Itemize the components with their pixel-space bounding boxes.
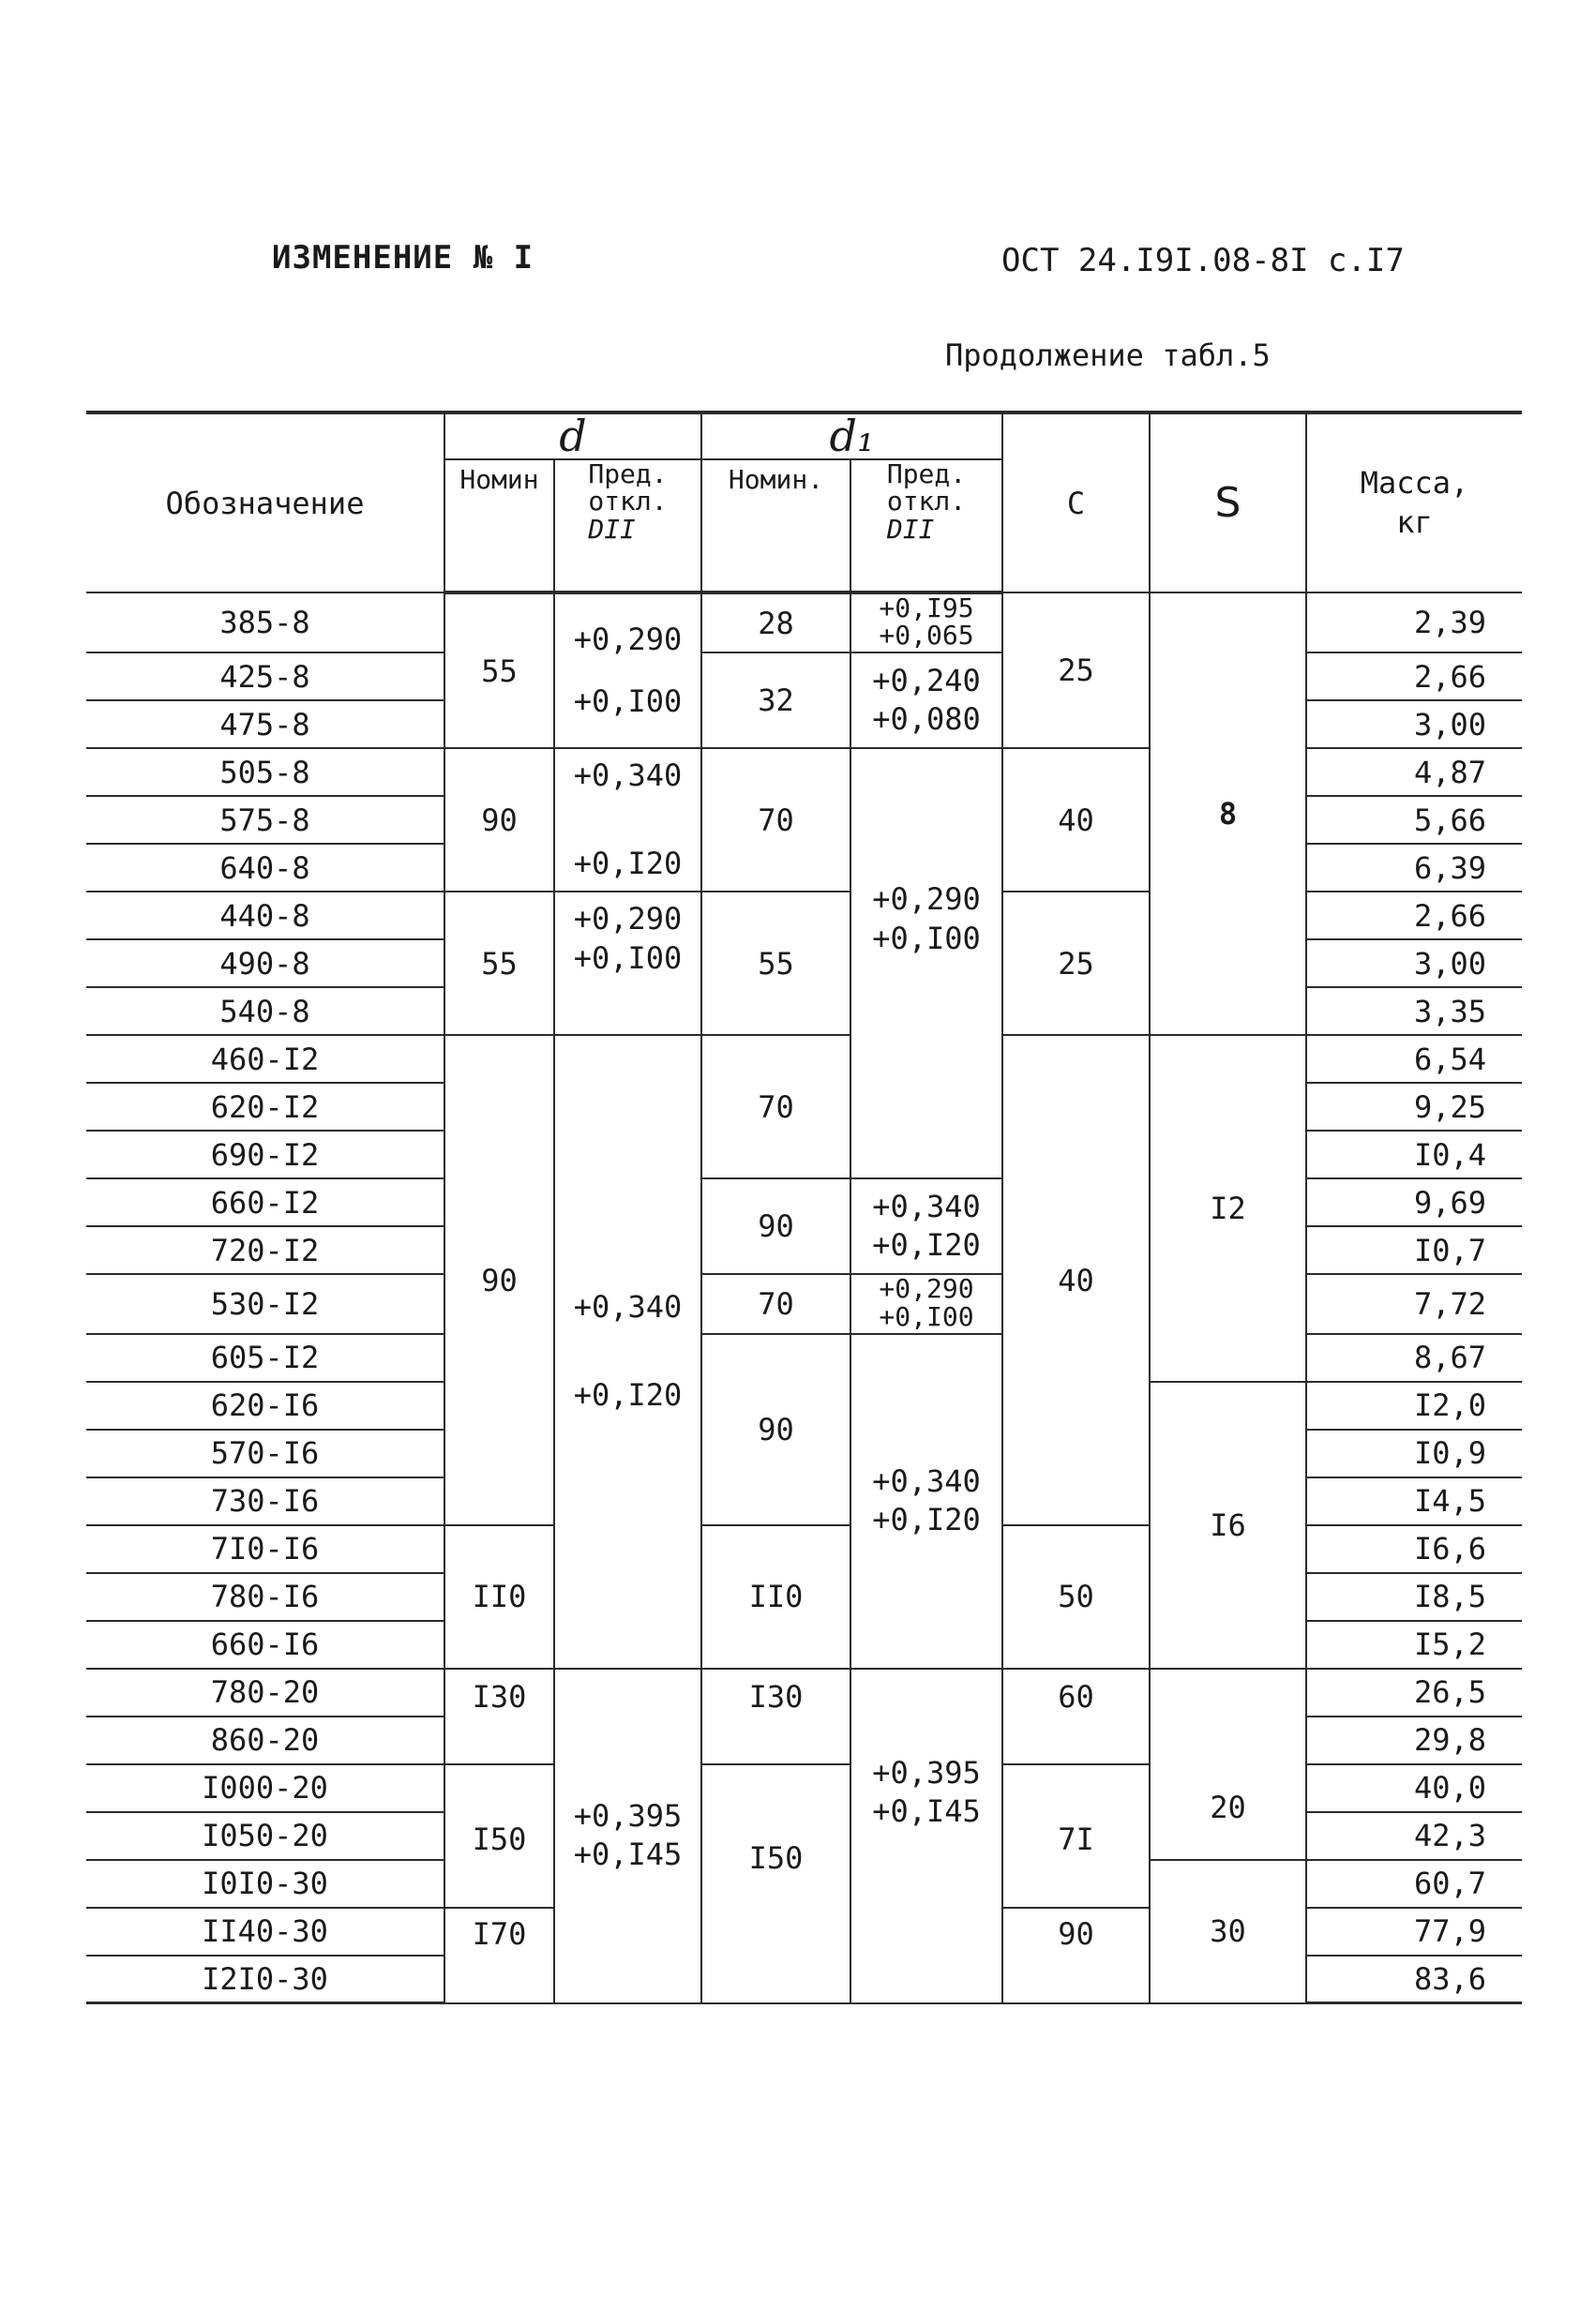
d-nominal-cell: 90 [444,1035,554,1524]
col-header-d1-deviation: Пред. откл. DII [850,459,1002,592]
designation-cell: 505-8 [86,748,444,796]
d1-nominal-cell: I50 [701,1764,850,2003]
d-nominal-cell: I50 [444,1764,554,1908]
mass-cell: 3,00 [1306,939,1522,987]
col-header-d1-nominal: Номин. [701,459,850,592]
s-cell: I2 [1150,1035,1306,1381]
c-cell: 90 [1002,1908,1150,2003]
mass-cell: 60,7 [1306,1860,1522,1908]
d1-deviation-cell: +0,I95 +0,065 [850,592,1002,652]
designation-cell: 7I0-I6 [86,1525,444,1573]
designation-cell: 660-I6 [86,1621,444,1669]
col-header-mass: Масса, кг [1306,412,1522,592]
designation-cell: 440-8 [86,892,444,939]
col-header-d-deviation: Пред. откл. DII [554,459,701,592]
d-nominal-cell: 55 [444,592,554,748]
table-continuation-title: Продолжение табл.5 [945,337,1271,373]
designation-cell: II40-30 [86,1908,444,1956]
d1-deviation-cell: +0,290 +0,I00 [850,1274,1002,1333]
d1-nominal-cell: 70 [701,748,850,892]
mass-cell: 9,69 [1306,1178,1522,1226]
d1-deviation-cell: +0,340 +0,I20 [850,1178,1002,1274]
mass-cell: 6,39 [1306,844,1522,892]
d-deviation-cell: +0,340 +0,I20 [554,748,701,892]
c-cell: 25 [1002,892,1150,1035]
d1-deviation-cell: +0,290 +0,I00 [850,748,1002,1178]
mass-cell: 7,72 [1306,1274,1522,1333]
c-cell: 50 [1002,1525,1150,1669]
designation-cell: 575-8 [86,796,444,844]
table-row [86,1035,1522,1083]
s-cell: 8 [1150,592,1306,1035]
s-cell: I6 [1150,1382,1306,1669]
col-header-c: С [1002,412,1150,592]
mass-cell: 8,67 [1306,1334,1522,1382]
c-cell: 7I [1002,1764,1150,1908]
designation-cell: 690-I2 [86,1131,444,1178]
table-row [86,1764,1522,1812]
mass-cell: I0,7 [1306,1226,1522,1274]
designation-cell: 640-8 [86,844,444,892]
specification-table [86,411,1522,2004]
designation-cell: 620-I2 [86,1083,444,1131]
c-cell: 40 [1002,748,1150,892]
mass-cell: I6,6 [1306,1525,1522,1573]
document-code: ОСТ 24.I9I.08-8I с.I7 [1001,242,1405,279]
d-deviation-cell: +0,290 +0,I00 [554,892,701,1035]
mass-cell: I8,5 [1306,1573,1522,1621]
d1-nominal-cell: 90 [701,1178,850,1274]
d1-deviation-cell: +0,240 +0,080 [850,652,1002,748]
designation-cell: I2I0-30 [86,1956,444,2003]
d-nominal-cell: 90 [444,748,554,892]
d-nominal-cell: I70 [444,1908,554,2003]
designation-cell: I050-20 [86,1812,444,1860]
mass-cell: 5,66 [1306,796,1522,844]
col-header-d: d [444,412,701,459]
d-deviation-cell: +0,340 +0,I20 [554,1035,701,1668]
mass-cell: I0,9 [1306,1430,1522,1477]
mass-cell: 29,8 [1306,1717,1522,1764]
designation-cell: 720-I2 [86,1226,444,1274]
col-header-d-nominal: Номин [444,459,554,592]
table-row [86,1178,1522,1226]
table-row [86,748,1522,796]
mass-cell: 2,66 [1306,892,1522,939]
d1-nominal-cell: 90 [701,1334,850,1525]
change-notice-title: ИЗМЕНЕНИЕ № I [272,239,534,277]
mass-cell: I5,2 [1306,1621,1522,1669]
s-cell: 20 [1150,1669,1306,1860]
d1-nominal-cell: 70 [701,1035,850,1178]
mass-cell: I2,0 [1306,1382,1522,1430]
table-row [86,1525,1522,1573]
designation-cell: 475-8 [86,700,444,748]
d1-nominal-cell: I30 [701,1669,850,1764]
d1-nominal-cell: 55 [701,892,850,1035]
designation-cell: 620-I6 [86,1382,444,1430]
designation-cell: 660-I2 [86,1178,444,1226]
designation-cell: 780-I6 [86,1573,444,1621]
designation-cell: 605-I2 [86,1334,444,1382]
table-row [86,652,1522,700]
designation-cell: 780-20 [86,1669,444,1717]
mass-cell: 3,35 [1306,987,1522,1035]
d1-deviation-cell: +0,395 +0,I45 [850,1669,1002,2003]
d-deviation-cell: +0,290 +0,I00 [554,592,701,748]
d1-nominal-cell: II0 [701,1525,850,1669]
d1-nominal-cell: 32 [701,652,850,748]
c-cell: 25 [1002,592,1150,748]
table-row [86,1274,1522,1333]
d-deviation-cell: +0,395 +0,I45 [554,1669,701,2003]
c-cell: 40 [1002,1035,1150,1524]
designation-cell: 730-I6 [86,1477,444,1525]
mass-cell: 40,0 [1306,1764,1522,1812]
d1-nominal-cell: 28 [701,592,850,652]
mass-cell: 42,3 [1306,1812,1522,1860]
mass-cell: 2,39 [1306,592,1522,652]
designation-cell: I000-20 [86,1764,444,1812]
designation-cell: 570-I6 [86,1430,444,1477]
designation-cell: 385-8 [86,592,444,652]
c-cell: 60 [1002,1669,1150,1764]
d-nominal-cell: 55 [444,892,554,1035]
table-row [86,592,1522,652]
designation-cell: 425-8 [86,652,444,700]
d-nominal-cell: I30 [444,1669,554,1764]
mass-cell: 83,6 [1306,1956,1522,2003]
table-row [86,892,1522,939]
s-cell: 30 [1150,1860,1306,2003]
d1-nominal-cell: 70 [701,1274,850,1333]
col-header-designation: Обозначение [86,412,444,592]
mass-cell: 9,25 [1306,1083,1522,1131]
mass-cell: 26,5 [1306,1669,1522,1717]
mass-cell: I0,4 [1306,1131,1522,1178]
designation-cell: 530-I2 [86,1274,444,1333]
mass-cell: 3,00 [1306,700,1522,748]
designation-cell: 860-20 [86,1717,444,1764]
d-nominal-cell: II0 [444,1525,554,1669]
designation-cell: 460-I2 [86,1035,444,1083]
designation-cell: 540-8 [86,987,444,1035]
designation-cell: I0I0-30 [86,1860,444,1908]
mass-cell: I4,5 [1306,1477,1522,1525]
mass-cell: 4,87 [1306,748,1522,796]
col-header-d1: d₁ [701,412,1002,459]
designation-cell: 490-8 [86,939,444,987]
mass-cell: 2,66 [1306,652,1522,700]
col-header-s: S [1150,412,1306,592]
mass-cell: 77,9 [1306,1908,1522,1956]
table-row [86,1334,1522,1382]
mass-cell: 6,54 [1306,1035,1522,1083]
table-row [86,1669,1522,1717]
d1-deviation-cell: +0,340 +0,I20 [850,1334,1002,1669]
